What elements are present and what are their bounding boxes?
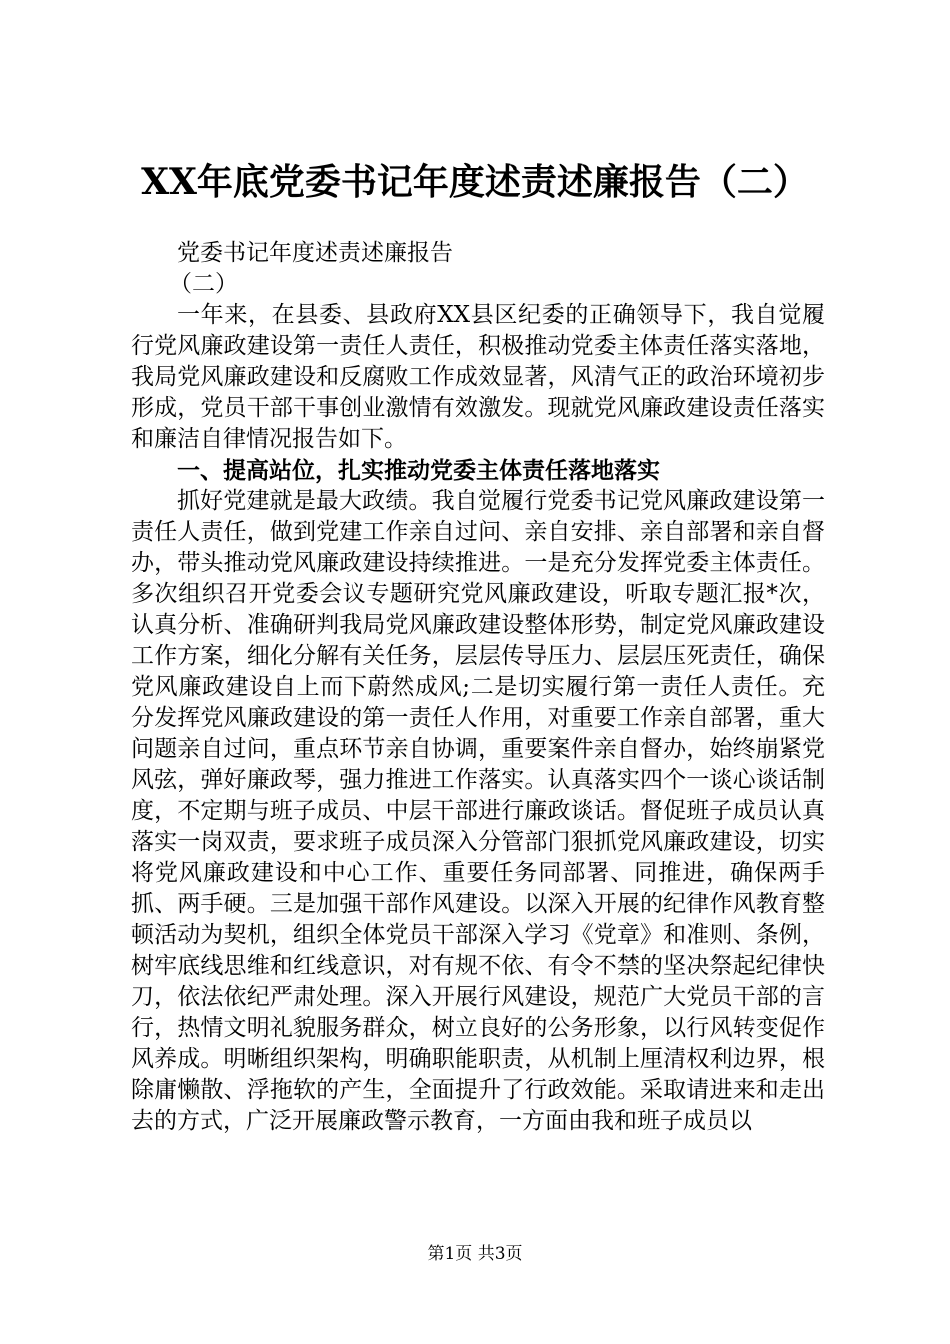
page-footer: 第1页 共3页 bbox=[427, 1244, 523, 1264]
subtitle-line: 党委书记年度述责述廉报告 bbox=[177, 240, 453, 266]
paragraph-intro: 一年来，在县委、县政府XX县区纪委的正确领导下，我自觉履行党风廉政建设第一责任人责任，积极推动党委主体责任落实落地，我局党风廉政建设和反腐败工作成效显著，风清气正的政治环境初步形成，党员干部干事创业激情有效激发。现就党风廉政建设责任落实和廉洁自律情况报告如下。 bbox=[131, 302, 825, 452]
paragraph-section-1: 抓好党建就是最大政绩。我自觉履行党委书记党风廉政建设第一责任人责任，做到党建工作亲自过问、亲自安排、亲自部署和亲自督办，带头推动党风廉政建设持续推进。一是充分发挥党委主体责任。多次组织召开党委会议专题研究党风廉政建设，听取专题汇报*次，认真分析、准确研判我局党风廉政建设整体形势，制定党风廉政建设工作方案，细化分解有关任务，层层传导压力、层层压死责任，确保党风廉政建设自上而下蔚然成风;二是切实履行第一责任人责任。充分发挥党风廉政建设的第一责任人作用，对重要工作亲自部署，重大问题亲自过问，重点环节亲自协调，重要案件亲自督办，始终崩紧党风弦，弹好廉政琴，强力推进工作落实。认真落实四个一谈心谈话制度，不定期与班子成员、中层干部进行廉政谈话。督促班子成员认真落实一岗双责，要求班子成员深入分管部门狠抓党风廉政建设，切实将党风廉政建设和中心工作、重要任务同部署、同推进，确保两手抓、两手硬。三是加强干部作风建设。以深入开展的纪律作风教育整顿活动为契机，组织全体党员干部深入学习《党章》和准则、条例，树牢底线思维和红线意识，对有规不依、有令不禁的坚决祭起纪律快刀，依法依纪严肃处理。深入开展行风建设，规范广大党员干部的言行，热情文明礼貌服务群众，树立良好的公务形象，以行风转变促作风养成。明晰组织架构，明确职能职责，从机制上厘清权利边界，根除庸懒散、浮拖软的产生，全面提升了行政效能。采取请进来和走出去的方式，广泛开展廉政警示教育，一方面由我和班子成员以 bbox=[131, 488, 825, 1134]
subtitle-part-line: （二） bbox=[169, 271, 238, 297]
document-body bbox=[131, 238, 825, 1137]
section-heading-1: 一、提高站位，扎实推动党委主体责任落地落实 bbox=[177, 457, 660, 484]
document-title: XX年底党委书记年度述责述廉报告（二） bbox=[141, 161, 809, 203]
